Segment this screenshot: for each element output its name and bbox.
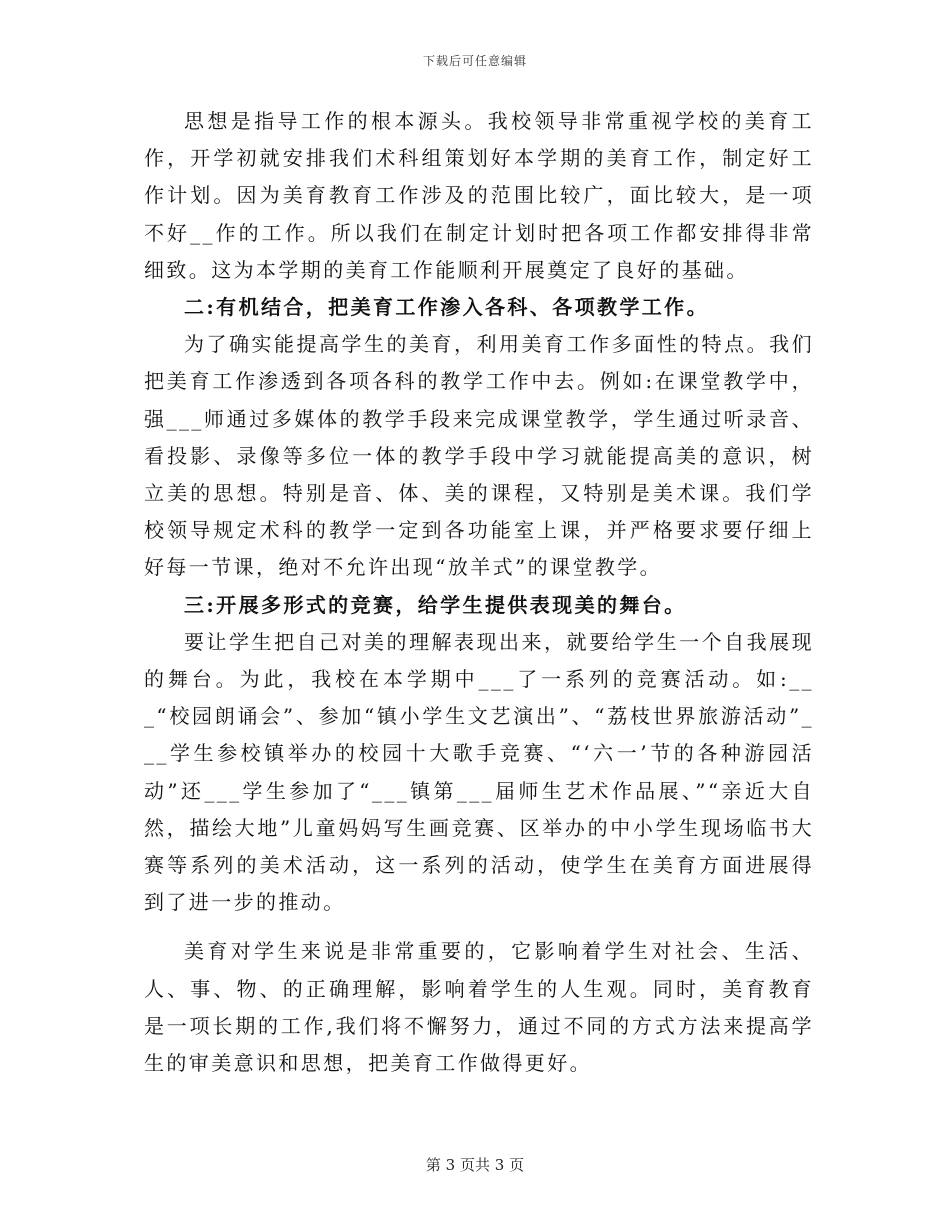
paragraph-3: 要让学生把自己对美的理解表现出来，就要给学生一个自我展现的舞台。为此，我校在本学期中___了一系列的竞赛活动。如:___“校园朗诵会”、参加“镇小学生文艺演出”、“荔枝世界旅游活动”___学生参校镇举办的校园十大歌手竞赛、“‘六一’节的各种游园活动”还___学生参加了“___镇第___届师生艺术作品展、”“亲近大自然，描绘大地”儿童妈妈写生画竞赛、区举办的中小学生现场临书大赛等系列的美术活动，这一系列的活动，使学生在美育方面进展得到了进一步的推动。 bbox=[144, 629, 814, 915]
section-heading-3: 三:开展多形式的竞赛，给学生提供表现美的舞台。 bbox=[184, 592, 687, 617]
section-heading-2: 二:有机结合，把美育工作渗入各科、各项教学工作。 bbox=[184, 295, 709, 320]
page-number-footer: 第 3 页共 3 页 bbox=[425, 1156, 525, 1174]
paragraph-4: 美育对学生来说是非常重要的，它影响着学生对社会、生活、人、事、物、的正确理解，影响着学生的人生观。同时，美育教育是一项长期的工作,我们将不懈努力，通过不同的方式方法来提高学生的审美意识和思想，把美育工作做得更好。 bbox=[144, 939, 814, 1076]
document-body bbox=[144, 103, 814, 1082]
paragraph-2: 为了确实能提高学生的美育，利用美育工作多面性的特点。我们把美育工作渗透到各项各科的教学工作中去。例如:在课堂教学中，强___师通过多媒体的教学手段来完成课堂教学，学生通过听录音、看投影、录像等多位一体的教学手段中学习就能提高美的意识，树立美的思想。特别是音、体、美的课程，又特别是美术课。我们学校领导规定术科的教学一定到各功能室上课，并严格要求要仔细上好每一节课，绝对不允许出现“放羊式”的课堂教学。 bbox=[144, 332, 814, 580]
paragraph-1: 思想是指导工作的根本源头。我校领导非常重视学校的美育工作，开学初就安排我们术科组策划好本学期的美育工作，制定好工作计划。因为美育教育工作涉及的范围比较广，面比较大，是一项不好__作的工作。所以我们在制定计划时把各项工作都安排得非常细致。这为本学期的美育工作能顺利开展奠定了良好的基础。 bbox=[144, 109, 814, 282]
page-header: 下载后可任意编辑 bbox=[422, 54, 527, 68]
